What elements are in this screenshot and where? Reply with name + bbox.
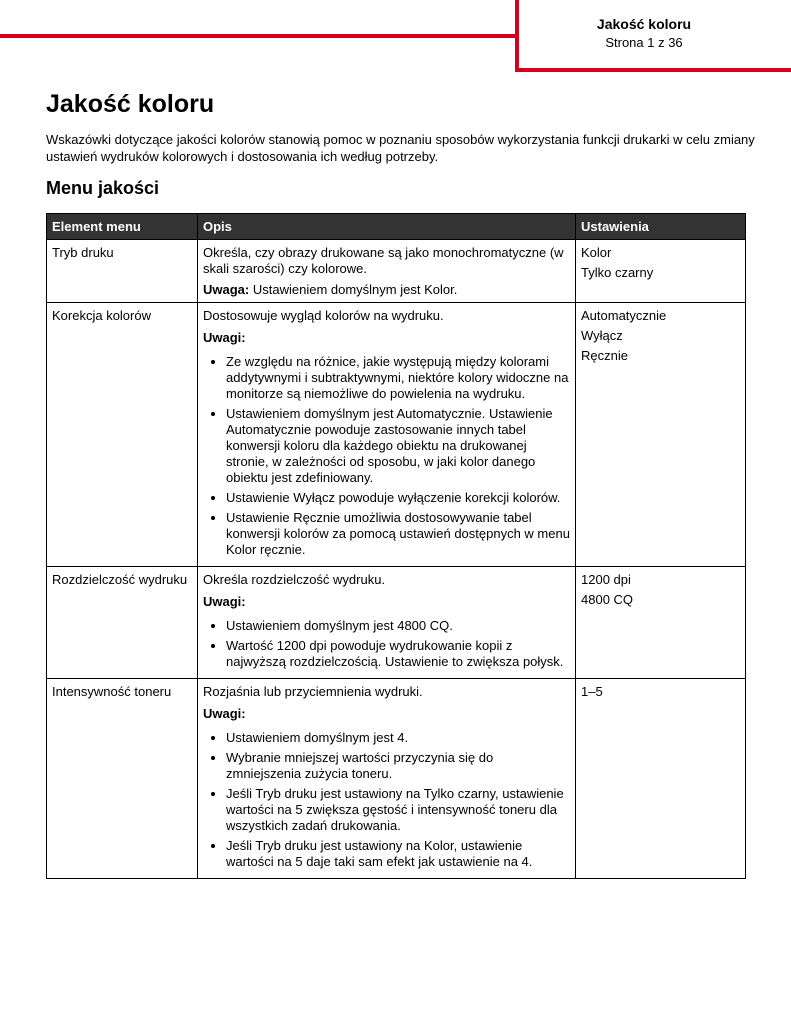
- description-text: Rozjaśnia lub przyciemnienia wydruki.: [203, 684, 423, 699]
- header-page-number: Strona 1 z 36: [605, 35, 683, 50]
- menu-item-cell: Korekcja kolorów: [47, 303, 198, 567]
- list-item: • Ustawieniem domyślnym jest 4.: [226, 730, 570, 746]
- page-title: Jakość koloru: [46, 90, 215, 118]
- column-header-settings: Ustawienia: [576, 214, 746, 240]
- list-item: • Jeśli Tryb druku jest ustawiony na Kolor, ustawienie wartości na 5 daje taki sam efekt jak ustawienie na 4.: [226, 838, 570, 870]
- table-row: [47, 679, 746, 879]
- header-rule-left: [0, 34, 519, 38]
- note: [203, 282, 570, 298]
- description-cell: [198, 303, 576, 567]
- header-title: Jakość koloru: [596, 16, 692, 32]
- section-title: Menu jakości: [46, 178, 160, 198]
- list-item: • Ustawieniem domyślnym jest 4800 CQ.: [226, 618, 570, 634]
- intro-paragraph: Wskazówki dotyczące jakości kolorów stanowią pomoc w poznaniu sposobów wykorzystania funkcji drukarki w celu zmiany ustawień wydruków kolorowych i dostosowania ich według potrzeby.: [46, 132, 755, 164]
- table-row: [47, 240, 746, 303]
- column-header-menu-item: Element menu: [47, 214, 198, 240]
- note-label: Uwaga:: [203, 282, 250, 297]
- setting-value: Tylko czarny: [581, 265, 654, 280]
- table-row: [47, 303, 746, 567]
- settings-cell: [576, 679, 746, 879]
- setting-value: Kolor: [581, 245, 612, 260]
- setting-value: 1–5: [581, 684, 603, 699]
- notes-list: [203, 354, 570, 558]
- menu-item-cell: Tryb druku: [47, 240, 198, 303]
- list-item: • Ustawieniem domyślnym jest Automatycznie. Ustawienie Automatycznie powoduje zastosowanie innych tabel konwersji koloru dla każdego obiektu na drukowanej stronie, w zależności od sposobu, w jaki kolor danego obiektu jest zdefiniowany.: [226, 406, 570, 486]
- notes-label: Uwagi:: [203, 330, 246, 345]
- list-item: • Ustawienie Ręcznie umożliwia dostosowywanie tabel konwersji kolorów za pomocą ustawień dostępnych w menu Kolor ręcznie.: [226, 510, 570, 558]
- description-text: Dostosowuje wygląd kolorów na wydruku.: [203, 308, 444, 323]
- description-cell: [198, 567, 576, 679]
- table-row: [47, 567, 746, 679]
- notes-list: [203, 730, 570, 870]
- description-text: Określa rozdzielczość wydruku.: [203, 572, 386, 587]
- settings-cell: [576, 240, 746, 303]
- list-item: • Wartość 1200 dpi powoduje wydrukowanie kopii z najwyższą rozdzielczością. Ustawienie to zwiększa połysk.: [226, 638, 570, 670]
- settings-cell: [576, 303, 746, 567]
- description-text: Określa, czy obrazy drukowane są jako monochromatyczne (w skali szarości) czy kolorowe.: [203, 245, 564, 276]
- column-header-description: Opis: [198, 214, 576, 240]
- quality-menu-table: [46, 213, 746, 879]
- header-rule-bottom: [515, 68, 791, 72]
- menu-item-cell: Rozdzielczość wydruku: [47, 567, 198, 679]
- setting-value: 1200 dpi: [581, 572, 631, 587]
- list-item: • Jeśli Tryb druku jest ustawiony na Tylko czarny, ustawienie wartości na 5 zwiększa gęstość i intensywność toneru dla wszystkich zadań drukowania.: [226, 786, 570, 834]
- note-text: Ustawieniem domyślnym jest Kolor.: [252, 282, 458, 297]
- settings-cell: [576, 567, 746, 679]
- notes-label: Uwagi:: [203, 706, 246, 721]
- table-header-row: [47, 214, 746, 240]
- menu-item-cell: Intensywność toneru: [47, 679, 198, 879]
- setting-value: 4800 CQ: [581, 592, 634, 607]
- description-cell: [198, 240, 576, 303]
- setting-value: Ręcznie: [581, 348, 628, 363]
- notes-list: [203, 618, 570, 670]
- list-item: • Wybranie mniejszej wartości przyczynia się do zmniejszenia zużycia toneru.: [226, 750, 570, 782]
- list-item: • Ze względu na różnice, jakie występują między kolorami addytywnymi i subtraktywnymi, niektóre kolory widoczne na monitorze są niemożliwe do powielenia na wydruku.: [226, 354, 570, 402]
- setting-value: Wyłącz: [581, 328, 623, 343]
- list-item: • Ustawienie Wyłącz powoduje wyłączenie korekcji kolorów.: [226, 490, 570, 506]
- notes-label: Uwagi:: [203, 594, 246, 609]
- description-cell: [198, 679, 576, 879]
- setting-value: Automatycznie: [581, 308, 667, 323]
